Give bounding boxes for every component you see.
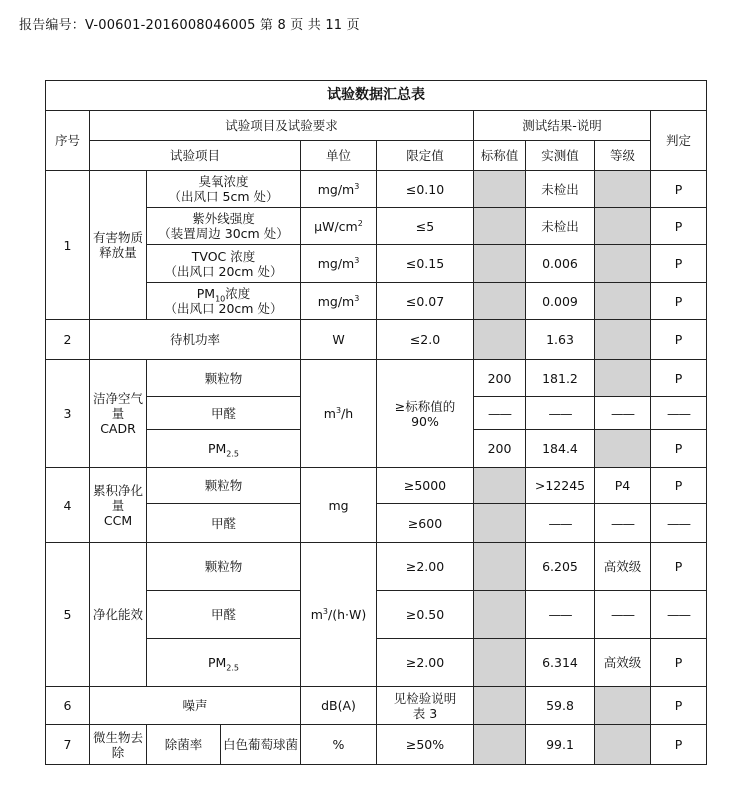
judge-cell: ——: [651, 591, 707, 639]
item-cell: $PM_{2.5}$: [147, 639, 301, 687]
nominal-cell: [474, 725, 526, 765]
category-cell: 有害物质释放量: [90, 171, 147, 320]
nominal-cell: [474, 283, 526, 320]
nominal-cell: [474, 171, 526, 208]
item-cell: 甲醛: [147, 504, 301, 543]
limit-cell: ≥600: [377, 504, 474, 543]
unit-cell: $m^3/(h\cdot W)$: [301, 543, 377, 687]
judge-cell: P: [651, 639, 707, 687]
judge-cell: P: [651, 320, 707, 360]
item-cell: 颗粒物: [147, 468, 301, 504]
measured-cell: 未检出: [526, 208, 595, 245]
item-cell: 臭氧浓度 （出风口 5cm 处）: [147, 171, 301, 208]
nominal-cell: [474, 591, 526, 639]
seq-cell: 7: [46, 725, 90, 765]
limit-cell: ≥2.00: [377, 543, 474, 591]
judge-cell: P: [651, 468, 707, 504]
measured-cell: >12245: [526, 468, 595, 504]
table-row: [46, 543, 707, 591]
measured-cell: ——: [526, 591, 595, 639]
item-cell: 紫外线强度 （装置周边 30cm 处）: [147, 208, 301, 245]
grade-cell: [595, 208, 651, 245]
grade-cell: [595, 430, 651, 468]
nominal-cell: [474, 639, 526, 687]
nominal-cell: [474, 687, 526, 725]
header-unit: 单位: [301, 141, 377, 171]
unit-cell: W: [301, 320, 377, 360]
judge-cell: P: [651, 725, 707, 765]
judge-cell: P: [651, 687, 707, 725]
header-grade: 等级: [595, 141, 651, 171]
measured-cell: 6.314: [526, 639, 595, 687]
test-data-summary-table: [45, 80, 707, 765]
header-item: 试验项目: [90, 141, 301, 171]
seq-cell: 5: [46, 543, 90, 687]
header-results: 测试结果-说明: [474, 111, 651, 141]
limit-cell: ≥0.50: [377, 591, 474, 639]
item-cell: 甲醛: [147, 591, 301, 639]
item-cell: 噪声: [90, 687, 301, 725]
table-row: [46, 468, 707, 504]
nominal-cell: [474, 245, 526, 283]
seq-cell: 2: [46, 320, 90, 360]
category-cell: 洁净空气量 CADR: [90, 360, 147, 468]
table-row: [46, 725, 707, 765]
nominal-cell: 200: [474, 360, 526, 397]
measured-cell: ——: [526, 504, 595, 543]
seq-cell: 4: [46, 468, 90, 543]
unit-cell: $mg/m^3$: [301, 245, 377, 283]
measured-cell: 0.009: [526, 283, 595, 320]
table-row: [46, 687, 707, 725]
category-cell: 微生物去除: [90, 725, 147, 765]
category-cell: 累积净化量 CCM: [90, 468, 147, 543]
judge-cell: P: [651, 208, 707, 245]
grade-cell: [595, 320, 651, 360]
limit-cell: ≤0.15: [377, 245, 474, 283]
report-number-header: 报告编号：V-00601-2016008046005 第 8 页 共 11 页: [19, 18, 360, 33]
seq-cell: 1: [46, 171, 90, 320]
nominal-cell: 200: [474, 430, 526, 468]
judge-cell: P: [651, 430, 707, 468]
seq-cell: 6: [46, 687, 90, 725]
measured-cell: 1.63: [526, 320, 595, 360]
item-cell: 白色葡萄球菌: [221, 725, 301, 765]
measured-cell: 未检出: [526, 171, 595, 208]
measured-cell: 181.2: [526, 360, 595, 397]
judge-cell: P: [651, 171, 707, 208]
grade-cell: 高效级: [595, 639, 651, 687]
nominal-cell: [474, 320, 526, 360]
unit-cell: $mg/m^3$: [301, 171, 377, 208]
item-cell: 甲醛: [147, 397, 301, 430]
table-title: 试验数据汇总表: [46, 81, 707, 111]
grade-cell: [595, 245, 651, 283]
item-cell: TVOC 浓度 （出风口 20cm 处）: [147, 245, 301, 283]
grade-cell: [595, 725, 651, 765]
limit-cell: 见检验说明 表 3: [377, 687, 474, 725]
judge-cell: ——: [651, 397, 707, 430]
grade-cell: ——: [595, 591, 651, 639]
grade-cell: P4: [595, 468, 651, 504]
item-cell: $PM_{2.5}$: [147, 430, 301, 468]
measured-cell: 184.4: [526, 430, 595, 468]
limit-cell: ≥5000: [377, 468, 474, 504]
table-row: [46, 171, 707, 208]
limit-cell: ≤5: [377, 208, 474, 245]
grade-cell: [595, 283, 651, 320]
limit-cell: ≤0.07: [377, 283, 474, 320]
limit-cell: ≤2.0: [377, 320, 474, 360]
nominal-cell: ——: [474, 397, 526, 430]
limit-cell: ≥标称值的 90%: [377, 360, 474, 468]
grade-cell: ——: [595, 504, 651, 543]
nominal-cell: [474, 543, 526, 591]
measured-cell: 6.205: [526, 543, 595, 591]
nominal-cell: [474, 468, 526, 504]
unit-cell: dB(A): [301, 687, 377, 725]
judge-cell: P: [651, 283, 707, 320]
grade-cell: [595, 687, 651, 725]
table-row: [46, 320, 707, 360]
limit-cell: ≤0.10: [377, 171, 474, 208]
limit-cell: ≥50%: [377, 725, 474, 765]
table-row: [46, 360, 707, 397]
nominal-cell: [474, 504, 526, 543]
judge-cell: ——: [651, 504, 707, 543]
header-items-requirements: 试验项目及试验要求: [90, 111, 474, 141]
limit-cell: ≥2.00: [377, 639, 474, 687]
measured-cell: 59.8: [526, 687, 595, 725]
judge-cell: P: [651, 543, 707, 591]
unit-cell: $m^3/h$: [301, 360, 377, 468]
grade-cell: [595, 171, 651, 208]
sub-item-cell: 除菌率: [147, 725, 221, 765]
header-judge: 判定: [651, 111, 707, 171]
grade-cell: [595, 360, 651, 397]
seq-cell: 3: [46, 360, 90, 468]
grade-cell: 高效级: [595, 543, 651, 591]
unit-cell: %: [301, 725, 377, 765]
header-limit: 限定值: [377, 141, 474, 171]
unit-cell: $mg/m^3$: [301, 283, 377, 320]
judge-cell: P: [651, 245, 707, 283]
header-seq: 序号: [46, 111, 90, 171]
nominal-cell: [474, 208, 526, 245]
judge-cell: P: [651, 360, 707, 397]
unit-cell: $\mu W/cm^2$: [301, 208, 377, 245]
item-cell: 待机功率: [90, 320, 301, 360]
item-cell: $PM_{10}$浓度 （出风口 20cm 处）: [147, 283, 301, 320]
category-cell: 净化能效: [90, 543, 147, 687]
grade-cell: ——: [595, 397, 651, 430]
measured-cell: 0.006: [526, 245, 595, 283]
item-cell: 颗粒物: [147, 543, 301, 591]
measured-cell: ——: [526, 397, 595, 430]
measured-cell: 99.1: [526, 725, 595, 765]
unit-cell: mg: [301, 468, 377, 543]
item-cell: 颗粒物: [147, 360, 301, 397]
header-nominal: 标称值: [474, 141, 526, 171]
header-measured: 实测值: [526, 141, 595, 171]
